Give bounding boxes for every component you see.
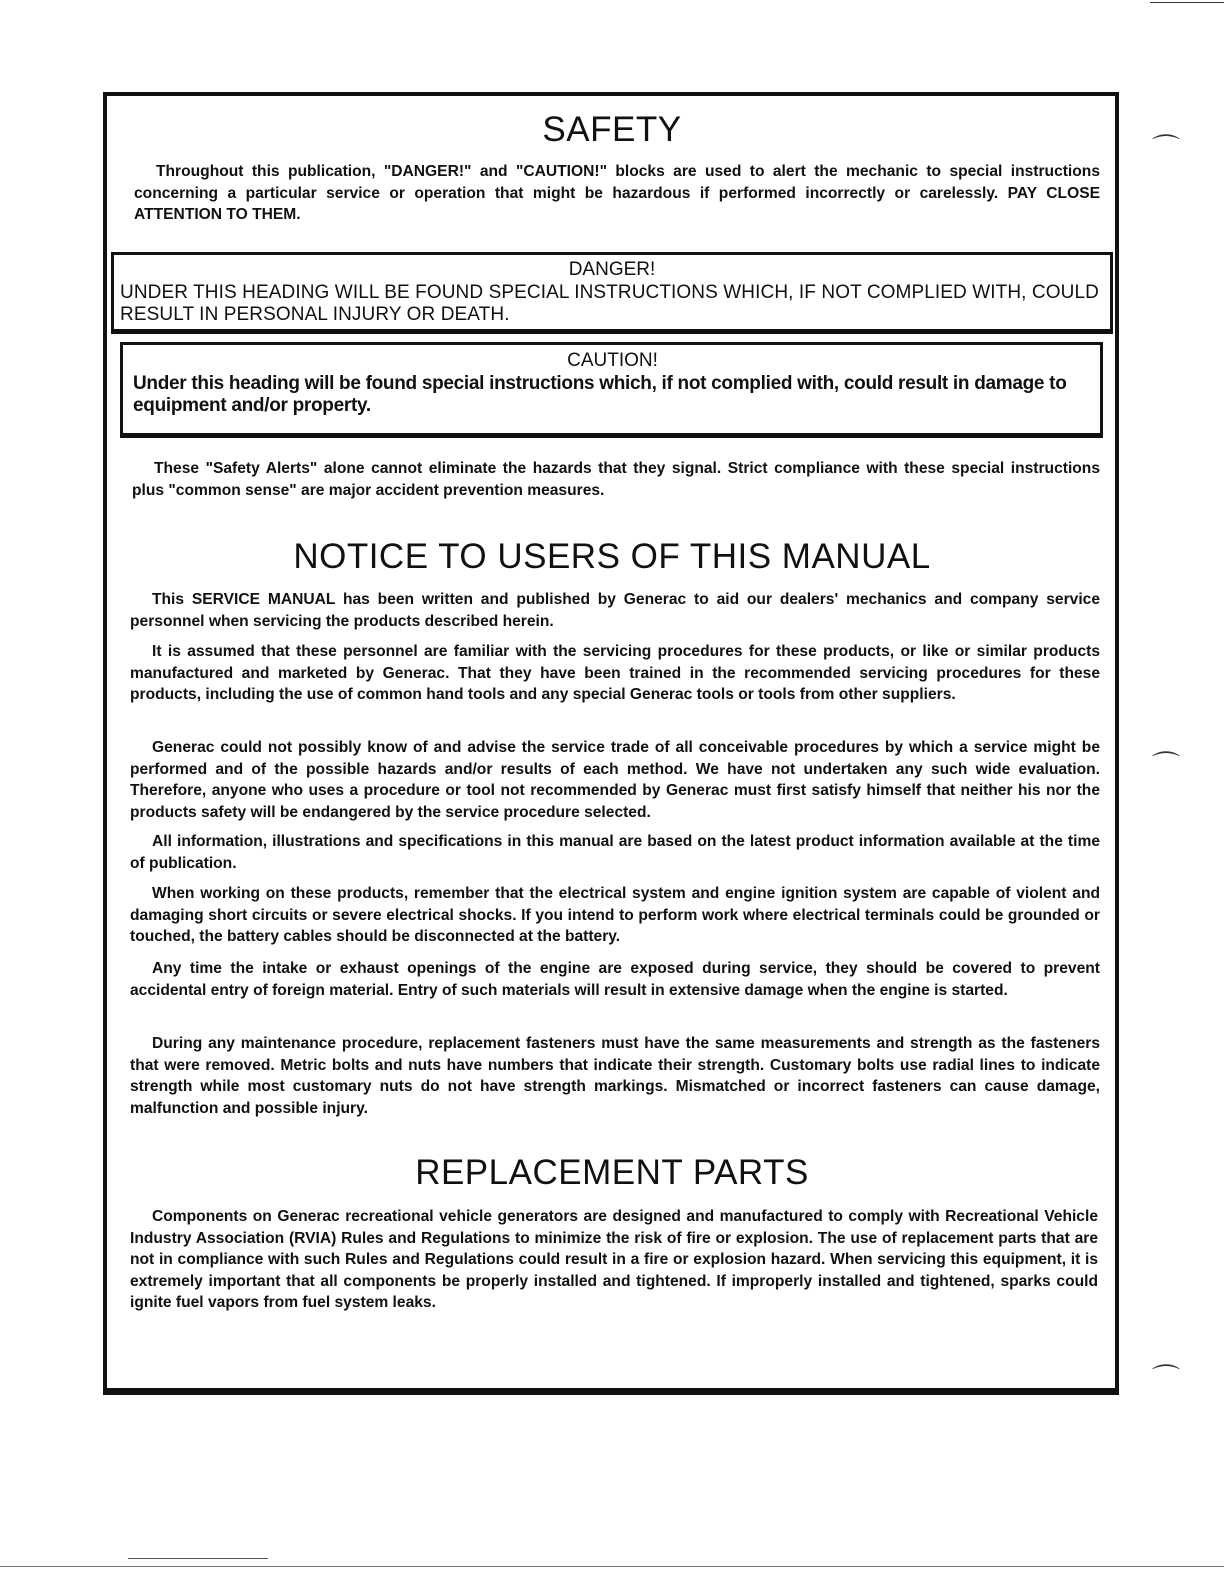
- notice-paragraph-1: This SERVICE MANUAL has been written and published by Generac to aid our dealers' mechanics and company service personnel when servicing the products described herein.: [130, 591, 1100, 630]
- notice-heading: NOTICE TO USERS OF THIS MANUAL: [293, 537, 931, 576]
- danger-title: DANGER!: [568, 259, 656, 280]
- bottom-edge-rule: [0, 1566, 1224, 1567]
- bottom-short-rule: [128, 1558, 268, 1559]
- caution-text: Under this heading will be found special instructions which, if not complied with, could result in damage to equipment and/or property.: [133, 373, 1067, 416]
- caution-box: [120, 342, 1103, 438]
- safety-alerts-note: These "Safety Alerts" alone cannot eliminate the hazards that they signal. Strict compliance with these special instructions plus "common sense" are major accident prevention measures.: [132, 460, 1100, 499]
- binder-mark: ⌒: [1152, 133, 1181, 164]
- safety-intro: Throughout this publication, "DANGER!" and "CAUTION!" blocks are used to alert the mechanic to special instructions concerning a particular service or operation that might be hazardous if performed incorrectly or carelessly. PAY CLOSE ATTENTION TO THEM.: [134, 163, 1100, 224]
- notice-paragraph-5: When working on these products, remember that the electrical system and engine ignition system are capable of violent and damaging short circuits or severe electrical shocks. If you intend to perform work where electrical terminals could be grounded or touched, the battery cables should be disconnected at the battery.: [130, 885, 1100, 946]
- replacement-paragraph: Components on Generac recreational vehicle generators are designed and manufactured to comply with Recreational Vehicle Industry Association (RVIA) Rules and Regulations to minimize the risk of fire or explosion. The use of replacement parts that are not in compliance with such Rules and Regulations could result in a fire or explosion hazard. When servicing this equipment, it is extremely important that all components be properly installed and tightened. If improperly installed and tightened, sparks could ignite fuel vapors from fuel system leaks.: [130, 1208, 1098, 1312]
- notice-paragraph-6: Any time the intake or exhaust openings of the engine are exposed during service, they should be covered to prevent accidental entry of foreign material. Entry of such materials will result in extensive damage when the engine is started.: [130, 960, 1100, 999]
- replacement-heading: REPLACEMENT PARTS: [415, 1153, 809, 1192]
- danger-text: UNDER THIS HEADING WILL BE FOUND SPECIAL INSTRUCTIONS WHICH, IF NOT COMPLIED WITH, COULD RESULT IN PERSONAL INJURY OR DEATH.: [120, 282, 1099, 325]
- binder-mark: ⌒: [1152, 750, 1181, 781]
- binder-mark: ⌒: [1152, 1363, 1181, 1394]
- notice-paragraph-7: During any maintenance procedure, replacement fasteners must have the same measurements and strength as the fasteners that were removed. Metric bolts and nuts have numbers that indicate their strength. Customary bolts use radial lines to indicate strength while most customary nuts do not have strength markings. Mismatched or incorrect fasteners can cause damage, malfunction and possible injury.: [130, 1035, 1100, 1117]
- notice-paragraph-4: All information, illustrations and specifications in this manual are based on the latest product information available at the time of publication.: [130, 833, 1100, 872]
- notice-paragraph-2: It is assumed that these personnel are familiar with the servicing procedures for these products, or like or similar products manufactured and marketed by Generac. That they have been trained in the recommended servicing procedures for these products, including the use of common hand tools and any special Generac tools or tools from other suppliers.: [130, 643, 1100, 704]
- safety-heading: SAFETY: [542, 110, 682, 149]
- danger-box: [111, 252, 1113, 334]
- caution-title: CAUTION!: [567, 350, 658, 371]
- notice-paragraph-3: Generac could not possibly know of and advise the service trade of all conceivable procedures by which a service might be performed and of the possible hazards and/or results of each method. We have not undertaken any such wide evaluation. Therefore, anyone who uses a procedure or tool not recommended by Generac must first satisfy himself that neither his nor the products safety will be endangered by the service procedure selected.: [130, 739, 1100, 821]
- top-edge-rule: [1150, 2, 1224, 3]
